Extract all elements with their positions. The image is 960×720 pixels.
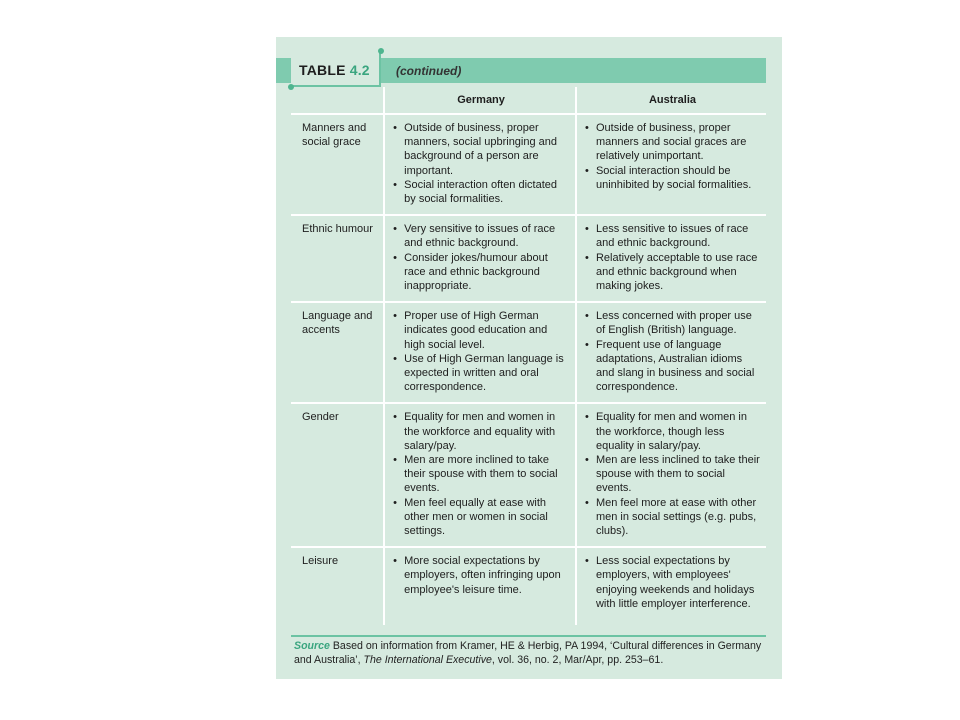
bullet-item: • Less social expectations by employers, with employees' enjoying weekends and holidays with little employer interference. (585, 554, 760, 611)
table-row (291, 302, 766, 403)
table-label-word: TABLE (299, 62, 346, 78)
header-germany: Germany (384, 87, 576, 114)
bullet-item: • Social interaction should be uninhibited by social formalities. (585, 164, 760, 192)
table-row (291, 547, 766, 625)
bullet-item: • Social interaction often dictated by social formalities. (393, 178, 569, 206)
bullet-item: • Men feel equally at ease with other men or women in social settings. (393, 496, 569, 539)
bullet-item: • Consider jokes/humour about race and ethnic background inappropriate. (393, 251, 569, 294)
bullet-item: • Outside of business, proper manners, social upbringing and background of a person are important. (393, 121, 569, 178)
australia-cell (576, 403, 766, 547)
bullet-item: • Less concerned with proper use of English (British) language. (585, 309, 760, 337)
australia-cell (576, 114, 766, 215)
bullet-item: • Proper use of High German indicates good education and high social level. (393, 309, 569, 352)
bullet-item: • Equality for men and women in the workforce, though less equality in salary/pay. (585, 410, 760, 453)
bullet-item: • Frequent use of language adaptations, Australian idioms and slang in business and social correspondence. (585, 338, 760, 395)
source-label: Source (294, 640, 330, 652)
germany-cell (384, 114, 576, 215)
table-row (291, 403, 766, 547)
australia-cell (576, 547, 766, 625)
table-label-number: 4.2 (349, 62, 370, 78)
source-text-end: , vol. 36, no. 2, Mar/Apr, pp. 253–61. (491, 653, 664, 666)
source-note (294, 640, 769, 667)
row-label: Manners and social grace (302, 122, 367, 149)
bullet-item: • Men are more inclined to take their spouse with them to social events. (393, 453, 569, 496)
australia-cell (576, 215, 766, 302)
table-label (299, 62, 370, 78)
row-label: Ethnic humour (291, 215, 384, 302)
source-text: Based on information from Kramer, HE & Herbig, PA 1994, ‘Cultural differences in Germany and Australia’, (294, 640, 762, 666)
germany-cell (384, 215, 576, 302)
table-row (291, 114, 766, 215)
bullet-item: • Use of High German language is expected in written and oral correspondence. (393, 352, 569, 395)
bullet-item: • More social expectations by employers, often infringing upon employee's leisure time. (393, 554, 569, 597)
row-label: Gender (291, 403, 384, 547)
germany-cell (384, 302, 576, 403)
row-label: Leisure (291, 547, 384, 625)
bullet-item: • Outside of business, proper manners and social graces are relatively unimportant. (585, 121, 760, 164)
australia-cell (576, 302, 766, 403)
bullet-item: • Very sensitive to issues of race and ethnic background. (393, 222, 569, 250)
source-journal: The International Executive (363, 653, 492, 666)
bullet-item: • Men feel more at ease with other men in social settings (e.g. pubs, clubs). (585, 496, 760, 539)
bullet-item: • Men are less inclined to take their spouse with them to social events. (585, 453, 760, 496)
header-row-label (291, 87, 384, 114)
header-australia: Australia (576, 87, 766, 114)
row-label: Language and accents (291, 302, 384, 403)
corner-dot-top (378, 48, 384, 54)
bullet-item: • Equality for men and women in the workforce and equality with salary/pay. (393, 410, 569, 453)
table-row (291, 215, 766, 302)
source-divider (291, 635, 766, 637)
table-panel (276, 37, 782, 679)
comparison-table (291, 87, 766, 625)
bullet-item: • Relatively acceptable to use race and ethnic background when making jokes. (585, 251, 760, 294)
bullet-item: • Less sensitive to issues of race and ethnic background. (585, 222, 760, 250)
germany-cell (384, 403, 576, 547)
continued-label: (continued) (396, 64, 462, 78)
header-row (291, 87, 766, 114)
germany-cell (384, 547, 576, 625)
